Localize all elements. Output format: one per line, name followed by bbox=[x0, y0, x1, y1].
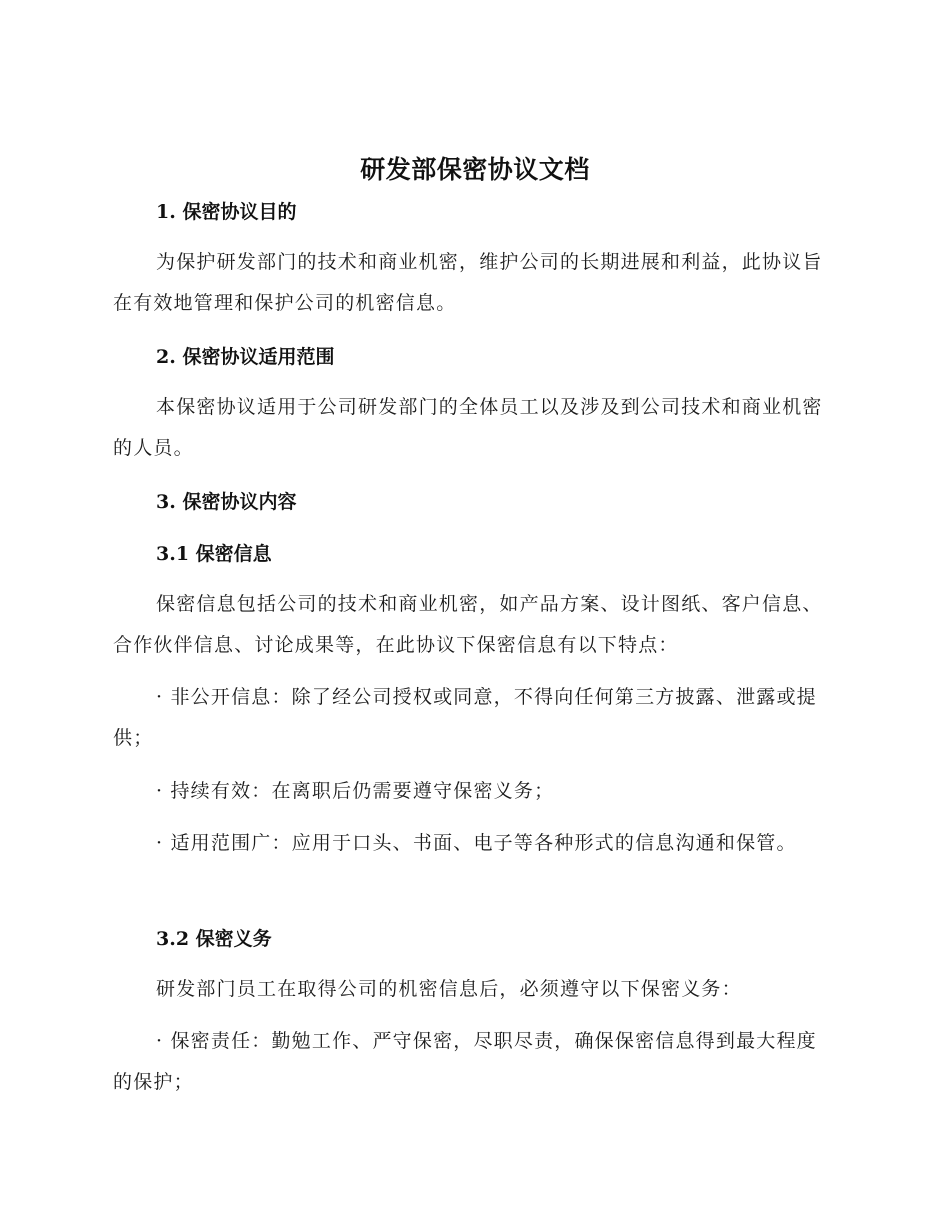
bullet-non-public: · 非公开信息：除了经公司授权或同意，不得向任何第三方披露、泄露或提供； bbox=[113, 686, 817, 749]
paragraph-obligations: 研发部门员工在取得公司的机密信息后，必须遵守以下保密义务： bbox=[156, 978, 742, 1000]
bullet-wide-scope: · 适用范围广：应用于口头、书面、电子等各种形式的信息沟通和保管。 bbox=[156, 832, 797, 854]
section-heading-content: 3. 保密协议内容 bbox=[156, 491, 297, 513]
paragraph-scope: 本保密协议适用于公司研发部门的全体员工以及涉及到公司技术和商业机密的人员。 bbox=[113, 396, 823, 459]
document-title: 研发部保密协议文档 bbox=[360, 155, 590, 184]
paragraph-confidential-info: 保密信息包括公司的技术和商业机密，如产品方案、设计图纸、客户信息、合作伙伴信息、讨论成果等，在此协议下保密信息有以下特点： bbox=[113, 593, 823, 656]
bullet-confidentiality-duty: · 保密责任：勤勉工作、严守保密，尽职尽责，确保保密信息得到最大程度的保护； bbox=[113, 1030, 817, 1093]
section-heading-confidential-info: 3.1 保密信息 bbox=[156, 543, 272, 565]
section-heading-obligations: 3.2 保密义务 bbox=[156, 928, 272, 950]
bullet-continuous-effect: · 持续有效：在离职后仍需要遵守保密义务； bbox=[156, 780, 555, 802]
section-heading-scope: 2. 保密协议适用范围 bbox=[156, 346, 335, 368]
paragraph-purpose: 为保护研发部门的技术和商业机密，维护公司的长期进展和利益，此协议旨在有效地管理和保护公司的机密信息。 bbox=[113, 251, 823, 314]
section-heading-purpose: 1. 保密协议目的 bbox=[156, 201, 297, 223]
